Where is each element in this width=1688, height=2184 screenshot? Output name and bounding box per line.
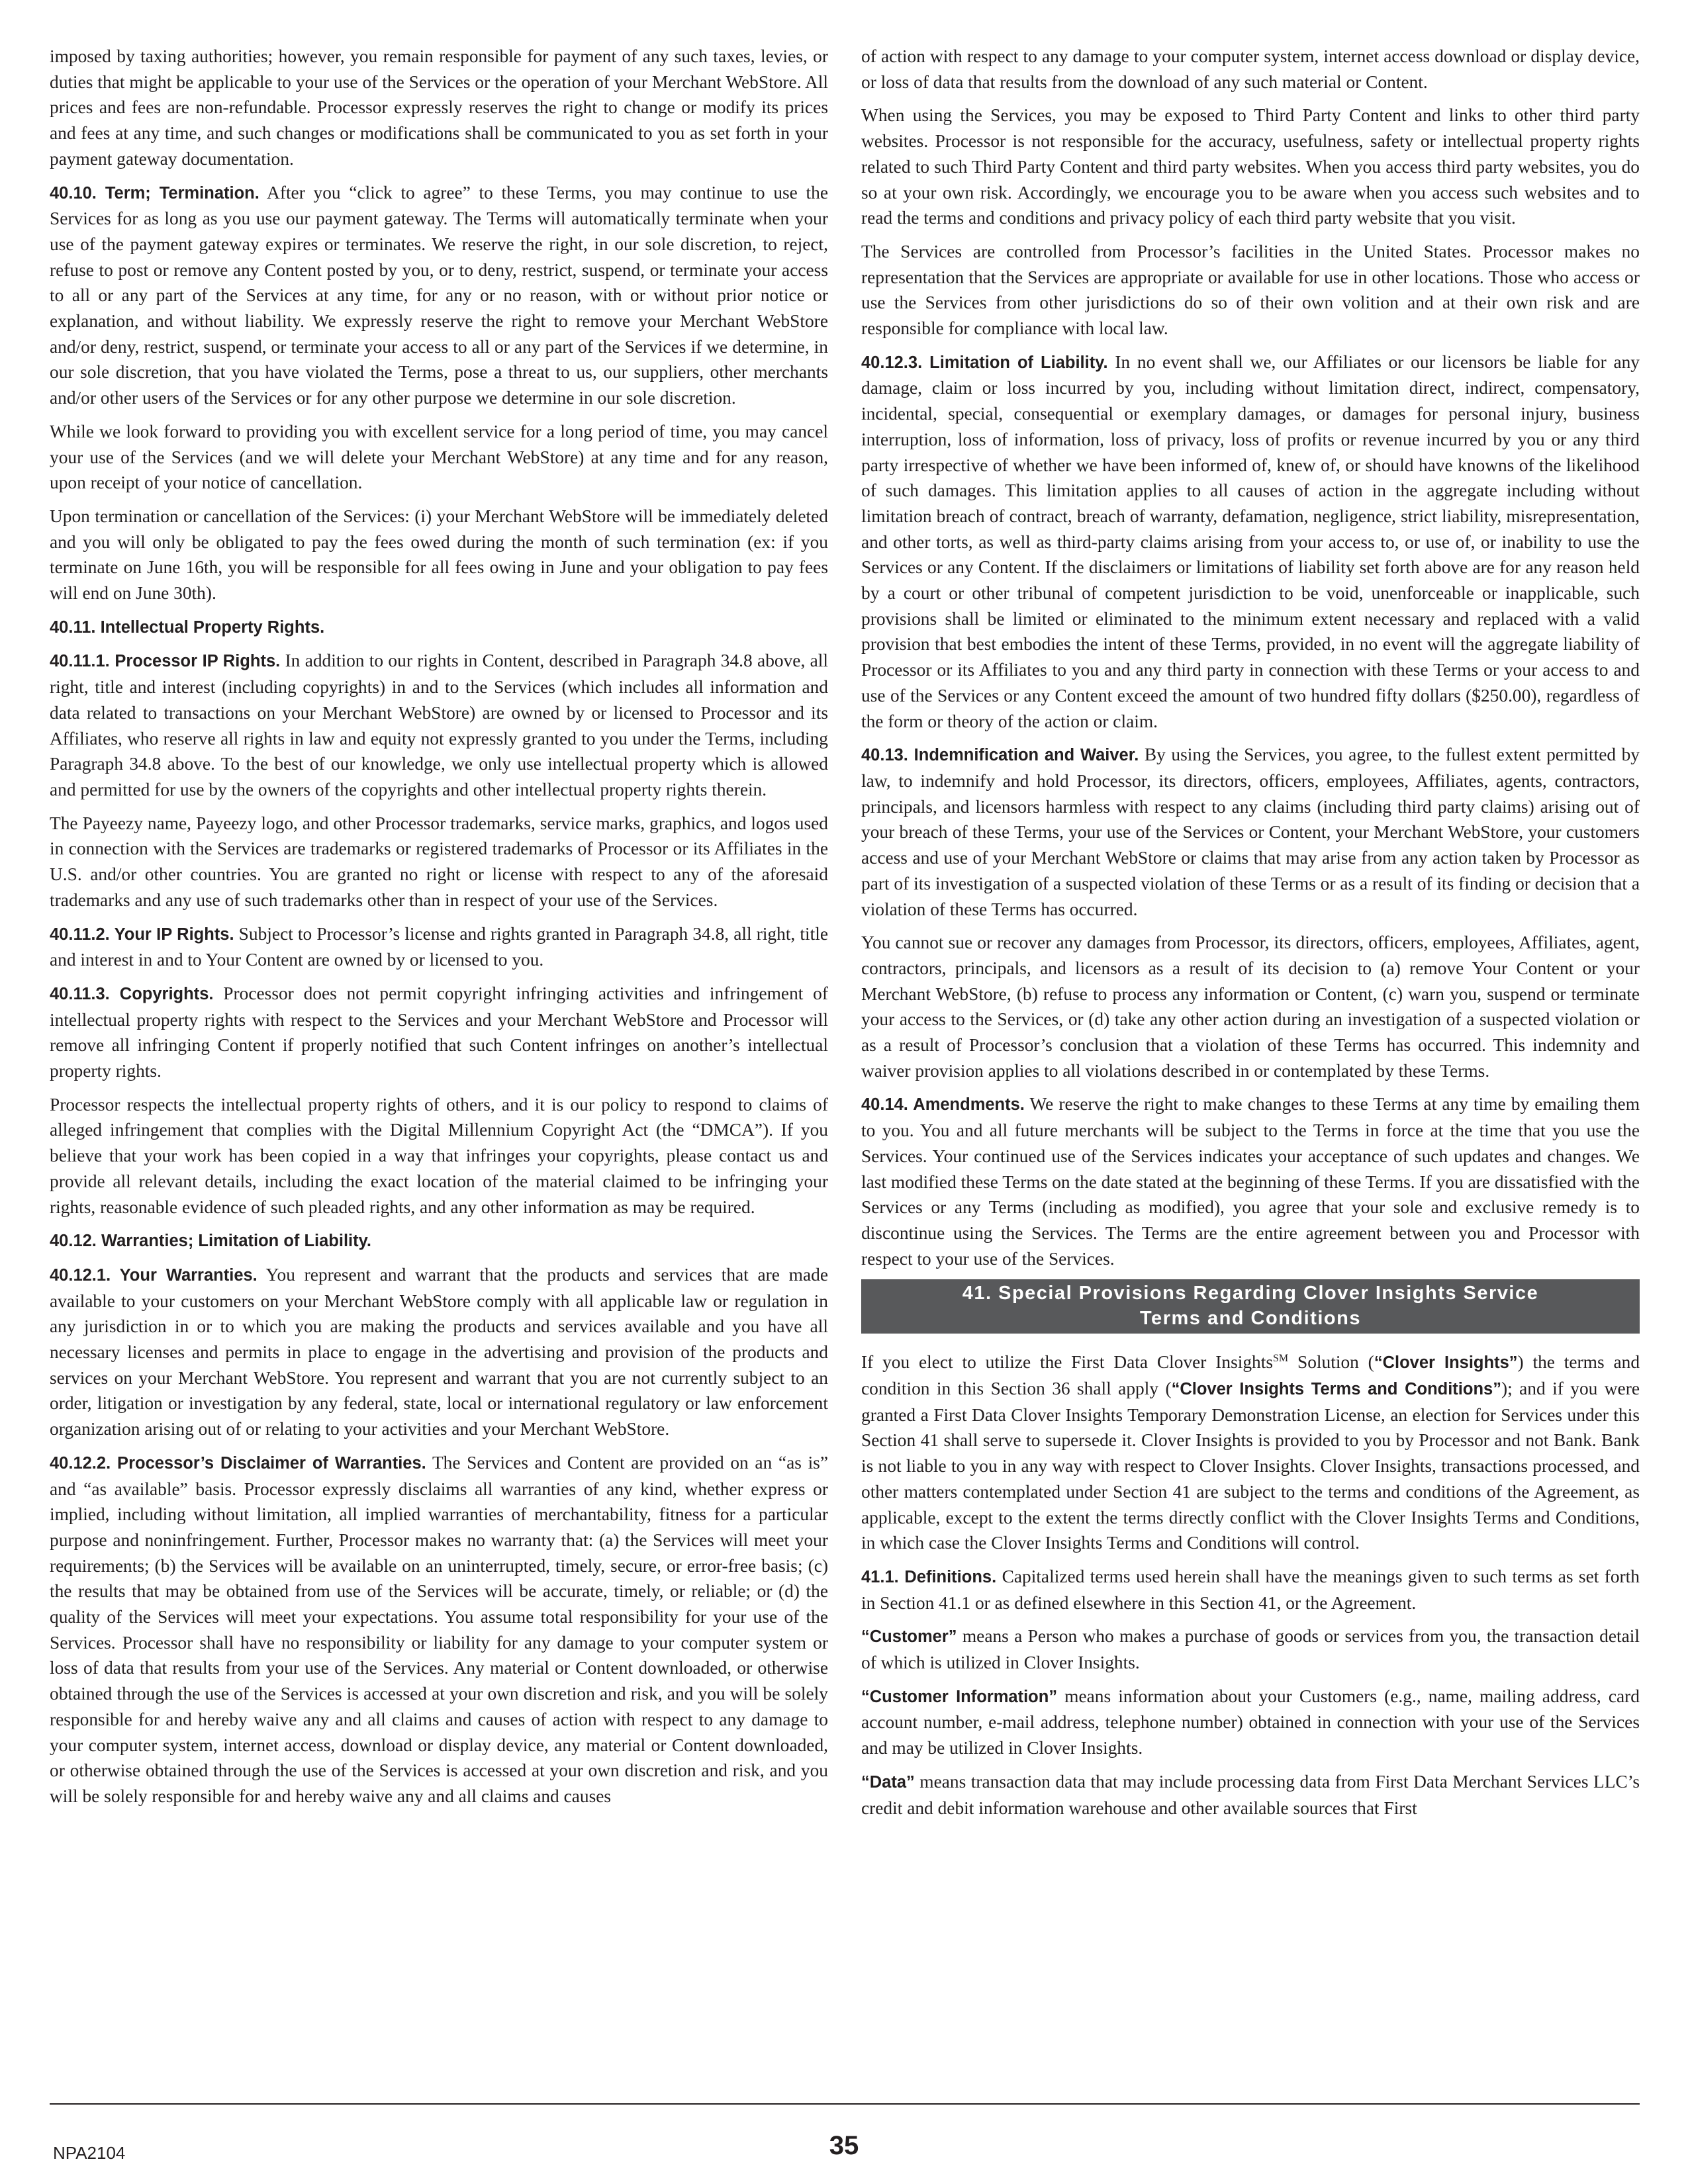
document-code: NPA2104 bbox=[53, 2143, 126, 2163]
footer-divider bbox=[50, 2103, 1640, 2105]
defined-term: “Customer Information” bbox=[861, 1687, 1058, 1706]
section-text: We reserve the right to make changes to these Terms at any time by emailing them to you. You and all future merchants will be subject to the Terms in force at the time that you use the Services. Your continued use of the Services indicates your acceptance of such updates and changes. We last modified these Terms on the date stated at the beginning of these Terms. If you are dissatisfied with the Services or any Terms (including as modified), you agree that your sole and exclusive remedy is to discontinue using the Services. The Terms are the entire agreement between you and Processor with respect to your use of the Services. bbox=[861, 1094, 1640, 1269]
section-heading: 40.12.2. Processor’s Disclaimer of Warranties. bbox=[50, 1453, 426, 1473]
banner-line: 41. Special Provisions Regarding Clover Insights Service bbox=[962, 1283, 1539, 1304]
section-text: Subject to Processor’s license and rights granted in Paragraph 34.8, all right, title and interest in and to Your Content are owned by or licensed to you. bbox=[50, 923, 828, 970]
paragraph: The Payeezy name, Payeezy logo, and other Processor trademarks, service marks, graphics, and logos used in connection with the Services are trademarks or registered trademarks of Processor or its Affiliates in the U.S. and/or other countries. You are granted no right or license with respect to any of the aforesaid trademarks and any use of such trademarks other than in respect of your use of the Services. bbox=[50, 813, 828, 910]
paragraph: While we look forward to providing you with excellent service for a long period of time, you may cancel your use of the Services (and we will delete your Merchant WebStore) at any time and for any reason, upon receipt of your notice of cancellation. bbox=[50, 421, 828, 493]
paragraph: You cannot sue or recover any damages from Processor, its directors, officers, employees, Affiliates, agent, contractors, principals, and licensors as a result of its decision to (a) remove Your Content or your Merchant WebStore, (b) refuse to process any information or Content, (c) warn you, suspend or terminate your access to the Services, or (d) take any other action during an investigation of a suspected violation or as a result of Processor’s conclusion that a violation of these Terms has occurred. This indemnity and waiver provision applies to all violations described in or contemplated by these Terms. bbox=[861, 933, 1640, 1081]
definition-customer bbox=[861, 1623, 1640, 1675]
section-text: After you “click to agree” to these Terms, you may continue to use the Services for as long as you use our payment gateway. The Terms will automatically terminate when your use of the payment gateway expires or terminates. We reserve the right, in our sole discretion, to reject, refuse to post or remove any Content posted by you, or to deny, restrict, suspend, or terminate your access to all or any part of the Services at any time, for any or no reason, with or without prior notice or explanation, and without liability. We expressly reserve the right to remove your Merchant WebStore and/or deny, restrict, suspend, or terminate your access to all or any part of the Services if we determine, in our sole discretion, that you have violated the Terms, pose a threat to us, our suppliers, other merchants and/or other users of the Services or for any other purpose we determine in our sole discretion. bbox=[50, 182, 828, 408]
section-text: You represent and warrant that the products and services that are made available to your customers on your Merchant WebStore comply with all applicable law or regulation in any jurisdiction in or to which you are making the products and services available and you have all necessary licenses and permits in place to engage in the advertising and provision of the products and services on your Merchant WebStore. You represent and warrant that you are not currently subject to an order, litigation or investigation by any federal, state, local or international regulatory or law enforcement organization arising out of or relating to your activities and your Merchant WebStore. bbox=[50, 1264, 828, 1439]
section-copyrights bbox=[50, 981, 828, 1084]
section-your-warranties bbox=[50, 1262, 828, 1442]
section-heading: 40.12.1. Your Warranties. bbox=[50, 1265, 258, 1285]
section-text: By using the Services, you agree, to the fullest extent permitted by law, to indemnify and hold Processor, its directors, officers, employees, Affiliates, agents, contractors, principals, and licensors harmless with respect to any claims (including third party claims) arising out of your breach of these Terms, your use of the Services or Content, your Merchant WebStore, your customers access and use of your Merchant WebStore or claims that may arise from any action taken by Processor as part of its investigation of a suspected violation of these Terms or as a result of its finding or decision that a violation of these Terms has occurred. bbox=[861, 745, 1640, 919]
section-heading: 40.12. Warranties; Limitation of Liability. bbox=[50, 1232, 372, 1251]
defined-term: “Clover Insights” bbox=[1374, 1353, 1518, 1373]
section-processor-ip bbox=[50, 648, 828, 802]
paragraph: Upon termination or cancellation of the Services: (i) your Merchant WebStore will be immediately deleted and you will only be obligated to pay the fees owed during the month of such termination (ex: if you terminate on June 16th, you will be responsible for all fees owing in June and your obligation to pay fees will end on June 30th). bbox=[50, 506, 828, 604]
section-text: In addition to our rights in Content, described in Paragraph 34.8 above, all right, title and interest (including copyrights) in and to the Services (which includes all information and data related to transactions on your Merchant WebStore) are owned by or licensed to Processor and its Affiliates, who reserve all rights in law and equity not expressly granted to you under the Terms, including Paragraph 34.8 above. To the best of our knowledge, we only use intellectual property which is allowed and permitted for use by the owners of the copyrights and other intellectual property rights therein. bbox=[50, 651, 828, 799]
section-heading: 40.12.3. Limitation of Liability. bbox=[861, 353, 1108, 372]
text-run: If you elect to utilize the First Data Clover Insights bbox=[861, 1352, 1274, 1373]
service-mark: SM bbox=[1273, 1353, 1289, 1365]
section-text: Processor does not permit copyright infringing activities and infringement of intellectual property rights with respect to the Services and your Merchant WebStore and Processor will remove all infringing Content if properly notified that such Content infringes on another’s intellectual property rights. bbox=[50, 983, 829, 1081]
section-heading: 40.11.1. Processor IP Rights. bbox=[50, 652, 281, 671]
section-heading: 40.11.3. Copyrights. bbox=[50, 984, 214, 1003]
section-your-ip bbox=[50, 921, 828, 973]
section-warranties bbox=[50, 1228, 828, 1254]
defined-term: “Data” bbox=[861, 1772, 915, 1792]
paragraph: of action with respect to any damage to your computer system, internet access download or display device, or loss of data that results from the download of any such material or Content. bbox=[861, 46, 1640, 92]
section-definitions bbox=[861, 1564, 1640, 1615]
section-amendments bbox=[861, 1091, 1640, 1271]
section-ip-rights bbox=[50, 614, 828, 641]
page-number: 35 bbox=[829, 2131, 859, 2160]
defined-term: “Customer” bbox=[861, 1627, 957, 1647]
section-heading: 40.11. Intellectual Property Rights. bbox=[50, 617, 325, 637]
text-run: Solution ( bbox=[1288, 1352, 1374, 1373]
right-column bbox=[861, 44, 1640, 1829]
section-limitation-of-liability bbox=[861, 349, 1640, 735]
definition-text: means transaction data that may include processing data from First Data Merchant Services LLC’s credit and debit information warehouse and other available sources that First bbox=[861, 1771, 1640, 1818]
defined-term: “Clover Insights Terms and Conditions” bbox=[1171, 1380, 1501, 1399]
section-text: The Services and Content are provided on an “as is” and “as available” basis. Processor expressly disclaims all warranties of any kind, whether express or implied, including without limitation, all implied warranties of merchantability, fitness for a particular purpose and noninfringement. Further, Processor makes no warranty that: (a) the Services will meet your requirements; (b) the Services will be available on an uninterrupted, timely, secure, or error-free basis; (c) the results that may be obtained from use of the Services will be accurate, timely, or reliable; or (d) the quality of the Services will meet your expectations. You assume total responsibility for your use of the Services. Processor shall have no responsibility or liability for any damage to your computer system or loss of data that results from your use of the Services. Any material or Content downloaded, or otherwise obtained through the use of the Services is accessed at your own discretion and risk, and you will be solely responsible for and hereby waive any and all claims and causes of action with respect to any damage to your computer system, internet access, download or display device, any material or Content downloaded, or otherwise obtained through the use of the Services is accessed at your own discretion and risk, and you will be solely responsible for and hereby waive any and all claims and causes bbox=[50, 1452, 828, 1806]
section-text: In no event shall we, our Affiliates or our licensors be liable for any damage, claim or loss incurred by you, including without limitation direct, indirect, compensatory, incidental, special, consequential or exemplary damages, or damages for personal injury, business interruption, loss of information, loss of privacy, loss of profits or revenue incurred by you or any third party irrespective of whether we have been informed of, knew of, or should have knowns of the likelihood of such damages. This limitation applies to all causes of action in the aggregate including without limitation breach of contract, breach of warranty, defamation, negligence, strict liability, misrepresentation, and other torts, as well as third-party claims arising from your access to, or use of, or inability to use the Services or any Content. If the disclaimers or limitations of liability set forth above are for any reason held by a court or other tribunal of competent jurisdiction to be void, unenforceable or inapplicable, such provisions shall be limited or eliminated to the minimum extent necessary and replaced with a valid provision that best embodies the intent of these Terms, provided, in no event will the aggregate liability of Processor or its Affiliates to you and any third party in connection with these Terms or your access to and use of the Services or any Content exceed the amount of two hundred fifty dollars ($250.00), regardless of the form or theory of the action or claim. bbox=[861, 351, 1640, 731]
paragraph: imposed by taxing authorities; however, you remain responsible for payment of any such taxes, levies, or duties that might be applicable to your use of the Services or the operation of your Merchant WebStore. All prices and fees are non-refundable. Processor expressly reserves the right to change or modify its prices and fees at any time, and such changes or modifications shall be communicated to you as set forth in your payment gateway documentation. bbox=[50, 46, 828, 169]
banner-line: Terms and Conditions bbox=[1140, 1308, 1361, 1330]
text-run: ) the terms and condition in this Section 36 shall apply ( bbox=[861, 1352, 1640, 1399]
text-run: ); and if you were granted a First Data Clover Insights Temporary Demonstration License, an election for Services under this Section 41 shall serve to supersede it. Clover Insights is provided to you by Processor and not Bank. Bank is not liable to you in any way with respect to Clover Insights. Clover Insights, transactions processed, and other matters contemplated under Section 41 are subject to the terms and conditions of the Agreement, as applicable, except to the extent the terms directly conflict with the Clover Insights Terms and Conditions, in which case the Clover Insights Terms and Conditions will control. bbox=[861, 1379, 1640, 1553]
section-41-banner bbox=[861, 1279, 1640, 1334]
section-heading: 40.13. Indemnification and Waiver. bbox=[861, 746, 1139, 765]
section-heading: 40.11.2. Your IP Rights. bbox=[50, 925, 234, 944]
definition-customer-information bbox=[861, 1684, 1640, 1761]
section-indemnification bbox=[861, 742, 1640, 922]
paragraph: When using the Services, you may be exposed to Third Party Content and links to other third party websites. Processor is not responsible for the accuracy, usefulness, safety or intellectual property rights related to such Third Party Content and third party websites. When you access third party websites, you do so at your own risk. Accordingly, we encourage you to be aware when you access such websites and to read the terms and conditions and privacy policy of each third party website that you visit. bbox=[861, 105, 1640, 228]
section-term-termination bbox=[50, 180, 828, 411]
paragraph: Processor respects the intellectual property rights of others, and it is our policy to respond to claims of alleged infringement that complies with the Digital Millennium Copyright Act (the “DMCA”). If you believe that your work has been copied in a way that infringes your copyrights, please contact us and provide all relevant details, including the exact location of the material claimed to be infringing your rights, reasonable evidence of such pleaded rights, and any other information as may be required. bbox=[50, 1094, 828, 1217]
section-processor-disclaimer bbox=[50, 1450, 828, 1809]
definition-text: means information about your Customers (e.g., name, mailing address, card account number, e-mail address, telephone number) obtained in connection with your use of the Services and may be utilized in Clover Insights. bbox=[861, 1686, 1640, 1758]
clover-insights-intro bbox=[861, 1349, 1640, 1556]
section-text: Capitalized terms used herein shall have the meanings given to such terms as set forth in Section 41.1 or as defined elsewhere in this Section 41, or the Agreement. bbox=[861, 1566, 1640, 1613]
section-heading: 40.10. Term; Termination. bbox=[50, 183, 259, 203]
definition-text: means a Person who makes a purchase of goods or services from you, the transaction detail of which is utilized in Clover Insights. bbox=[861, 1626, 1640, 1673]
paragraph: The Services are controlled from Processor’s facilities in the United States. Processor makes no representation that the Services are appropriate or available for use in other locations. Those who access or use the Services from other jurisdictions do so of their own volition and at their own risk and are responsible for compliance with local law. bbox=[861, 241, 1640, 339]
section-heading: 41.1. Definitions. bbox=[861, 1567, 997, 1586]
definition-data bbox=[861, 1769, 1640, 1821]
section-heading: 40.14. Amendments. bbox=[861, 1095, 1025, 1115]
left-column bbox=[50, 44, 828, 1817]
